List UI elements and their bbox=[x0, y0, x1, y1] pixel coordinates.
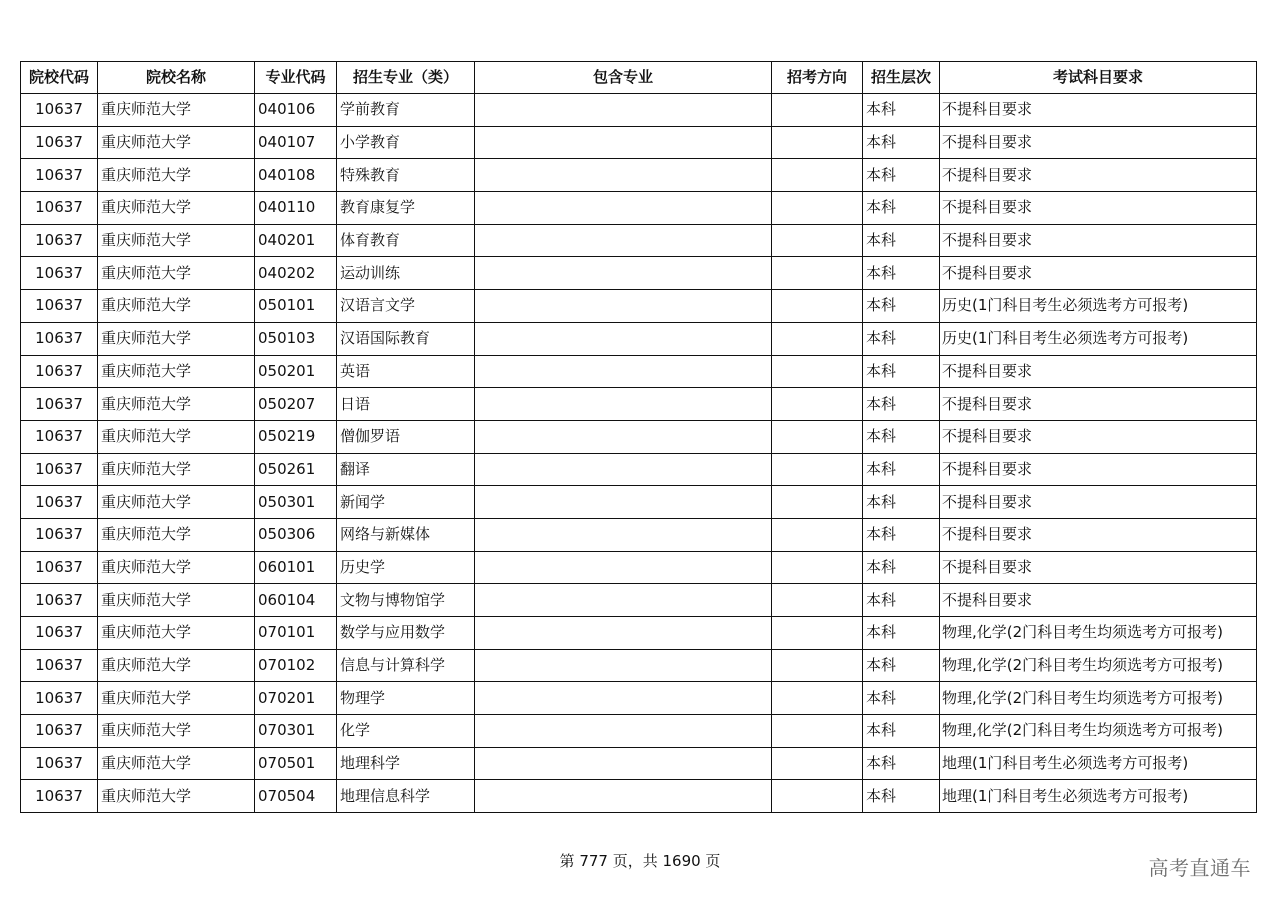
cell-school-name: 重庆师范大学 bbox=[98, 649, 255, 682]
cell-direction bbox=[772, 453, 863, 486]
cell-direction bbox=[772, 780, 863, 813]
table-row bbox=[21, 453, 1257, 486]
header-direction: 招考方向 bbox=[772, 62, 863, 94]
cell-subject-requirement: 不提科目要求 bbox=[940, 257, 1257, 290]
cell-major-code: 040201 bbox=[255, 224, 337, 257]
cell-school-name: 重庆师范大学 bbox=[98, 518, 255, 551]
table-row bbox=[21, 780, 1257, 813]
cell-direction bbox=[772, 551, 863, 584]
cell-major-name: 网络与新媒体 bbox=[337, 518, 475, 551]
cell-subject-requirement: 不提科目要求 bbox=[940, 159, 1257, 192]
cell-major-code: 050301 bbox=[255, 486, 337, 519]
cell-included-majors bbox=[475, 518, 772, 551]
cell-level: 本科 bbox=[863, 617, 940, 650]
cell-subject-requirement: 物理,化学(2门科目考生均须选考方可报考) bbox=[940, 682, 1257, 715]
cell-school-code: 10637 bbox=[21, 355, 98, 388]
cell-subject-requirement: 不提科目要求 bbox=[940, 94, 1257, 127]
cell-school-code: 10637 bbox=[21, 551, 98, 584]
cell-school-code: 10637 bbox=[21, 780, 98, 813]
cell-major-code: 040110 bbox=[255, 192, 337, 225]
cell-school-code: 10637 bbox=[21, 617, 98, 650]
table-row bbox=[21, 159, 1257, 192]
header-row bbox=[21, 62, 1257, 94]
cell-level: 本科 bbox=[863, 355, 940, 388]
cell-level: 本科 bbox=[863, 126, 940, 159]
cell-included-majors bbox=[475, 747, 772, 780]
cell-major-name: 地理信息科学 bbox=[337, 780, 475, 813]
cell-school-name: 重庆师范大学 bbox=[98, 747, 255, 780]
cell-included-majors bbox=[475, 224, 772, 257]
cell-included-majors bbox=[475, 192, 772, 225]
cell-major-name: 化学 bbox=[337, 715, 475, 748]
cell-school-code: 10637 bbox=[21, 518, 98, 551]
table-row bbox=[21, 715, 1257, 748]
cell-school-name: 重庆师范大学 bbox=[98, 224, 255, 257]
cell-direction bbox=[772, 192, 863, 225]
cell-major-name: 僧伽罗语 bbox=[337, 420, 475, 453]
enrollment-table bbox=[20, 61, 1257, 813]
table-row bbox=[21, 649, 1257, 682]
cell-school-name: 重庆师范大学 bbox=[98, 192, 255, 225]
cell-school-code: 10637 bbox=[21, 747, 98, 780]
cell-school-code: 10637 bbox=[21, 584, 98, 617]
cell-level: 本科 bbox=[863, 780, 940, 813]
cell-major-name: 新闻学 bbox=[337, 486, 475, 519]
cell-included-majors bbox=[475, 420, 772, 453]
header-level: 招生层次 bbox=[863, 62, 940, 94]
table-row bbox=[21, 486, 1257, 519]
cell-direction bbox=[772, 290, 863, 323]
cell-direction bbox=[772, 518, 863, 551]
cell-subject-requirement: 不提科目要求 bbox=[940, 420, 1257, 453]
cell-direction bbox=[772, 649, 863, 682]
cell-level: 本科 bbox=[863, 747, 940, 780]
page-number: 第 777 页，共 1690 页 bbox=[559, 852, 721, 870]
cell-major-code: 070301 bbox=[255, 715, 337, 748]
cell-major-code: 040106 bbox=[255, 94, 337, 127]
cell-level: 本科 bbox=[863, 715, 940, 748]
cell-included-majors bbox=[475, 551, 772, 584]
cell-direction bbox=[772, 257, 863, 290]
cell-direction bbox=[772, 159, 863, 192]
cell-major-name: 运动训练 bbox=[337, 257, 475, 290]
cell-school-code: 10637 bbox=[21, 290, 98, 323]
cell-major-name: 文物与博物馆学 bbox=[337, 584, 475, 617]
cell-major-name: 学前教育 bbox=[337, 94, 475, 127]
cell-major-code: 040108 bbox=[255, 159, 337, 192]
header-school-name: 院校名称 bbox=[98, 62, 255, 94]
cell-school-name: 重庆师范大学 bbox=[98, 94, 255, 127]
cell-major-name: 教育康复学 bbox=[337, 192, 475, 225]
cell-included-majors bbox=[475, 159, 772, 192]
cell-direction bbox=[772, 617, 863, 650]
cell-school-name: 重庆师范大学 bbox=[98, 420, 255, 453]
header-major-code: 专业代码 bbox=[255, 62, 337, 94]
cell-major-name: 英语 bbox=[337, 355, 475, 388]
cell-level: 本科 bbox=[863, 453, 940, 486]
cell-included-majors bbox=[475, 322, 772, 355]
cell-level: 本科 bbox=[863, 290, 940, 323]
cell-subject-requirement: 物理,化学(2门科目考生均须选考方可报考) bbox=[940, 715, 1257, 748]
cell-school-code: 10637 bbox=[21, 388, 98, 421]
cell-level: 本科 bbox=[863, 420, 940, 453]
cell-included-majors bbox=[475, 388, 772, 421]
cell-school-code: 10637 bbox=[21, 126, 98, 159]
table-row bbox=[21, 420, 1257, 453]
cell-included-majors bbox=[475, 290, 772, 323]
cell-school-code: 10637 bbox=[21, 257, 98, 290]
cell-major-name: 翻译 bbox=[337, 453, 475, 486]
cell-school-name: 重庆师范大学 bbox=[98, 355, 255, 388]
cell-direction bbox=[772, 584, 863, 617]
cell-school-name: 重庆师范大学 bbox=[98, 584, 255, 617]
table-row bbox=[21, 747, 1257, 780]
header-subject-requirement: 考试科目要求 bbox=[940, 62, 1257, 94]
cell-included-majors bbox=[475, 94, 772, 127]
cell-school-code: 10637 bbox=[21, 420, 98, 453]
cell-school-name: 重庆师范大学 bbox=[98, 453, 255, 486]
cell-level: 本科 bbox=[863, 682, 940, 715]
cell-level: 本科 bbox=[863, 159, 940, 192]
cell-school-name: 重庆师范大学 bbox=[98, 486, 255, 519]
cell-major-code: 070101 bbox=[255, 617, 337, 650]
cell-direction bbox=[772, 682, 863, 715]
cell-school-name: 重庆师范大学 bbox=[98, 682, 255, 715]
cell-direction bbox=[772, 388, 863, 421]
cell-school-name: 重庆师范大学 bbox=[98, 617, 255, 650]
table-row bbox=[21, 682, 1257, 715]
cell-school-code: 10637 bbox=[21, 159, 98, 192]
cell-subject-requirement: 物理,化学(2门科目考生均须选考方可报考) bbox=[940, 617, 1257, 650]
cell-school-name: 重庆师范大学 bbox=[98, 322, 255, 355]
header-major-name: 招生专业（类） bbox=[337, 62, 475, 94]
cell-major-code: 050219 bbox=[255, 420, 337, 453]
table-row bbox=[21, 355, 1257, 388]
cell-included-majors bbox=[475, 617, 772, 650]
table-row bbox=[21, 322, 1257, 355]
cell-school-code: 10637 bbox=[21, 486, 98, 519]
table-row bbox=[21, 584, 1257, 617]
cell-major-code: 040107 bbox=[255, 126, 337, 159]
cell-school-code: 10637 bbox=[21, 453, 98, 486]
cell-major-code: 050306 bbox=[255, 518, 337, 551]
cell-major-name: 物理学 bbox=[337, 682, 475, 715]
cell-subject-requirement: 不提科目要求 bbox=[940, 584, 1257, 617]
cell-school-name: 重庆师范大学 bbox=[98, 159, 255, 192]
cell-direction bbox=[772, 224, 863, 257]
table-row bbox=[21, 388, 1257, 421]
cell-subject-requirement: 不提科目要求 bbox=[940, 518, 1257, 551]
cell-level: 本科 bbox=[863, 257, 940, 290]
cell-major-code: 070102 bbox=[255, 649, 337, 682]
cell-subject-requirement: 不提科目要求 bbox=[940, 126, 1257, 159]
cell-school-name: 重庆师范大学 bbox=[98, 126, 255, 159]
cell-school-code: 10637 bbox=[21, 224, 98, 257]
cell-major-code: 050261 bbox=[255, 453, 337, 486]
cell-major-code: 060101 bbox=[255, 551, 337, 584]
table-row bbox=[21, 94, 1257, 127]
cell-included-majors bbox=[475, 715, 772, 748]
cell-school-code: 10637 bbox=[21, 649, 98, 682]
cell-major-code: 050101 bbox=[255, 290, 337, 323]
table-row bbox=[21, 518, 1257, 551]
cell-major-code: 050103 bbox=[255, 322, 337, 355]
cell-direction bbox=[772, 715, 863, 748]
cell-direction bbox=[772, 94, 863, 127]
cell-school-name: 重庆师范大学 bbox=[98, 715, 255, 748]
cell-level: 本科 bbox=[863, 388, 940, 421]
cell-included-majors bbox=[475, 682, 772, 715]
cell-school-code: 10637 bbox=[21, 682, 98, 715]
cell-included-majors bbox=[475, 649, 772, 682]
cell-school-code: 10637 bbox=[21, 94, 98, 127]
cell-major-code: 040202 bbox=[255, 257, 337, 290]
cell-direction bbox=[772, 420, 863, 453]
cell-included-majors bbox=[475, 257, 772, 290]
cell-major-code: 070504 bbox=[255, 780, 337, 813]
cell-included-majors bbox=[475, 486, 772, 519]
cell-included-majors bbox=[475, 355, 772, 388]
cell-included-majors bbox=[475, 126, 772, 159]
cell-direction bbox=[772, 747, 863, 780]
table-row bbox=[21, 257, 1257, 290]
cell-subject-requirement: 不提科目要求 bbox=[940, 453, 1257, 486]
cell-direction bbox=[772, 355, 863, 388]
cell-level: 本科 bbox=[863, 649, 940, 682]
cell-subject-requirement: 地理(1门科目考生必须选考方可报考) bbox=[940, 780, 1257, 813]
cell-major-code: 060104 bbox=[255, 584, 337, 617]
table-row bbox=[21, 551, 1257, 584]
cell-included-majors bbox=[475, 780, 772, 813]
cell-major-name: 汉语言文学 bbox=[337, 290, 475, 323]
cell-school-code: 10637 bbox=[21, 715, 98, 748]
cell-included-majors bbox=[475, 453, 772, 486]
cell-major-code: 050201 bbox=[255, 355, 337, 388]
cell-major-name: 信息与计算科学 bbox=[337, 649, 475, 682]
cell-major-name: 地理科学 bbox=[337, 747, 475, 780]
cell-subject-requirement: 地理(1门科目考生必须选考方可报考) bbox=[940, 747, 1257, 780]
cell-major-name: 历史学 bbox=[337, 551, 475, 584]
cell-subject-requirement: 不提科目要求 bbox=[940, 192, 1257, 225]
cell-subject-requirement: 历史(1门科目考生必须选考方可报考) bbox=[940, 322, 1257, 355]
cell-direction bbox=[772, 322, 863, 355]
header-included-majors: 包含专业 bbox=[475, 62, 772, 94]
cell-subject-requirement: 不提科目要求 bbox=[940, 486, 1257, 519]
cell-school-name: 重庆师范大学 bbox=[98, 780, 255, 813]
cell-school-name: 重庆师范大学 bbox=[98, 551, 255, 584]
table-row bbox=[21, 126, 1257, 159]
cell-subject-requirement: 历史(1门科目考生必须选考方可报考) bbox=[940, 290, 1257, 323]
cell-level: 本科 bbox=[863, 322, 940, 355]
cell-major-name: 小学教育 bbox=[337, 126, 475, 159]
cell-direction bbox=[772, 486, 863, 519]
table-row bbox=[21, 290, 1257, 323]
cell-subject-requirement: 不提科目要求 bbox=[940, 224, 1257, 257]
cell-major-name: 体育教育 bbox=[337, 224, 475, 257]
cell-major-code: 050207 bbox=[255, 388, 337, 421]
cell-school-code: 10637 bbox=[21, 192, 98, 225]
cell-level: 本科 bbox=[863, 224, 940, 257]
cell-major-name: 汉语国际教育 bbox=[337, 322, 475, 355]
cell-level: 本科 bbox=[863, 192, 940, 225]
cell-school-code: 10637 bbox=[21, 322, 98, 355]
cell-subject-requirement: 不提科目要求 bbox=[940, 551, 1257, 584]
cell-major-name: 特殊教育 bbox=[337, 159, 475, 192]
cell-major-code: 070501 bbox=[255, 747, 337, 780]
cell-level: 本科 bbox=[863, 518, 940, 551]
table-body bbox=[21, 94, 1257, 813]
cell-subject-requirement: 不提科目要求 bbox=[940, 355, 1257, 388]
cell-school-name: 重庆师范大学 bbox=[98, 257, 255, 290]
cell-school-name: 重庆师范大学 bbox=[98, 290, 255, 323]
cell-major-name: 日语 bbox=[337, 388, 475, 421]
watermark: 高考直通车 bbox=[1148, 856, 1251, 880]
cell-included-majors bbox=[475, 584, 772, 617]
table-row bbox=[21, 192, 1257, 225]
cell-level: 本科 bbox=[863, 486, 940, 519]
table-row bbox=[21, 224, 1257, 257]
cell-major-name: 数学与应用数学 bbox=[337, 617, 475, 650]
cell-level: 本科 bbox=[863, 94, 940, 127]
cell-level: 本科 bbox=[863, 584, 940, 617]
cell-school-name: 重庆师范大学 bbox=[98, 388, 255, 421]
cell-subject-requirement: 不提科目要求 bbox=[940, 388, 1257, 421]
cell-direction bbox=[772, 126, 863, 159]
table-row bbox=[21, 617, 1257, 650]
cell-subject-requirement: 物理,化学(2门科目考生均须选考方可报考) bbox=[940, 649, 1257, 682]
header-school-code: 院校代码 bbox=[21, 62, 98, 94]
cell-level: 本科 bbox=[863, 551, 940, 584]
cell-major-code: 070201 bbox=[255, 682, 337, 715]
